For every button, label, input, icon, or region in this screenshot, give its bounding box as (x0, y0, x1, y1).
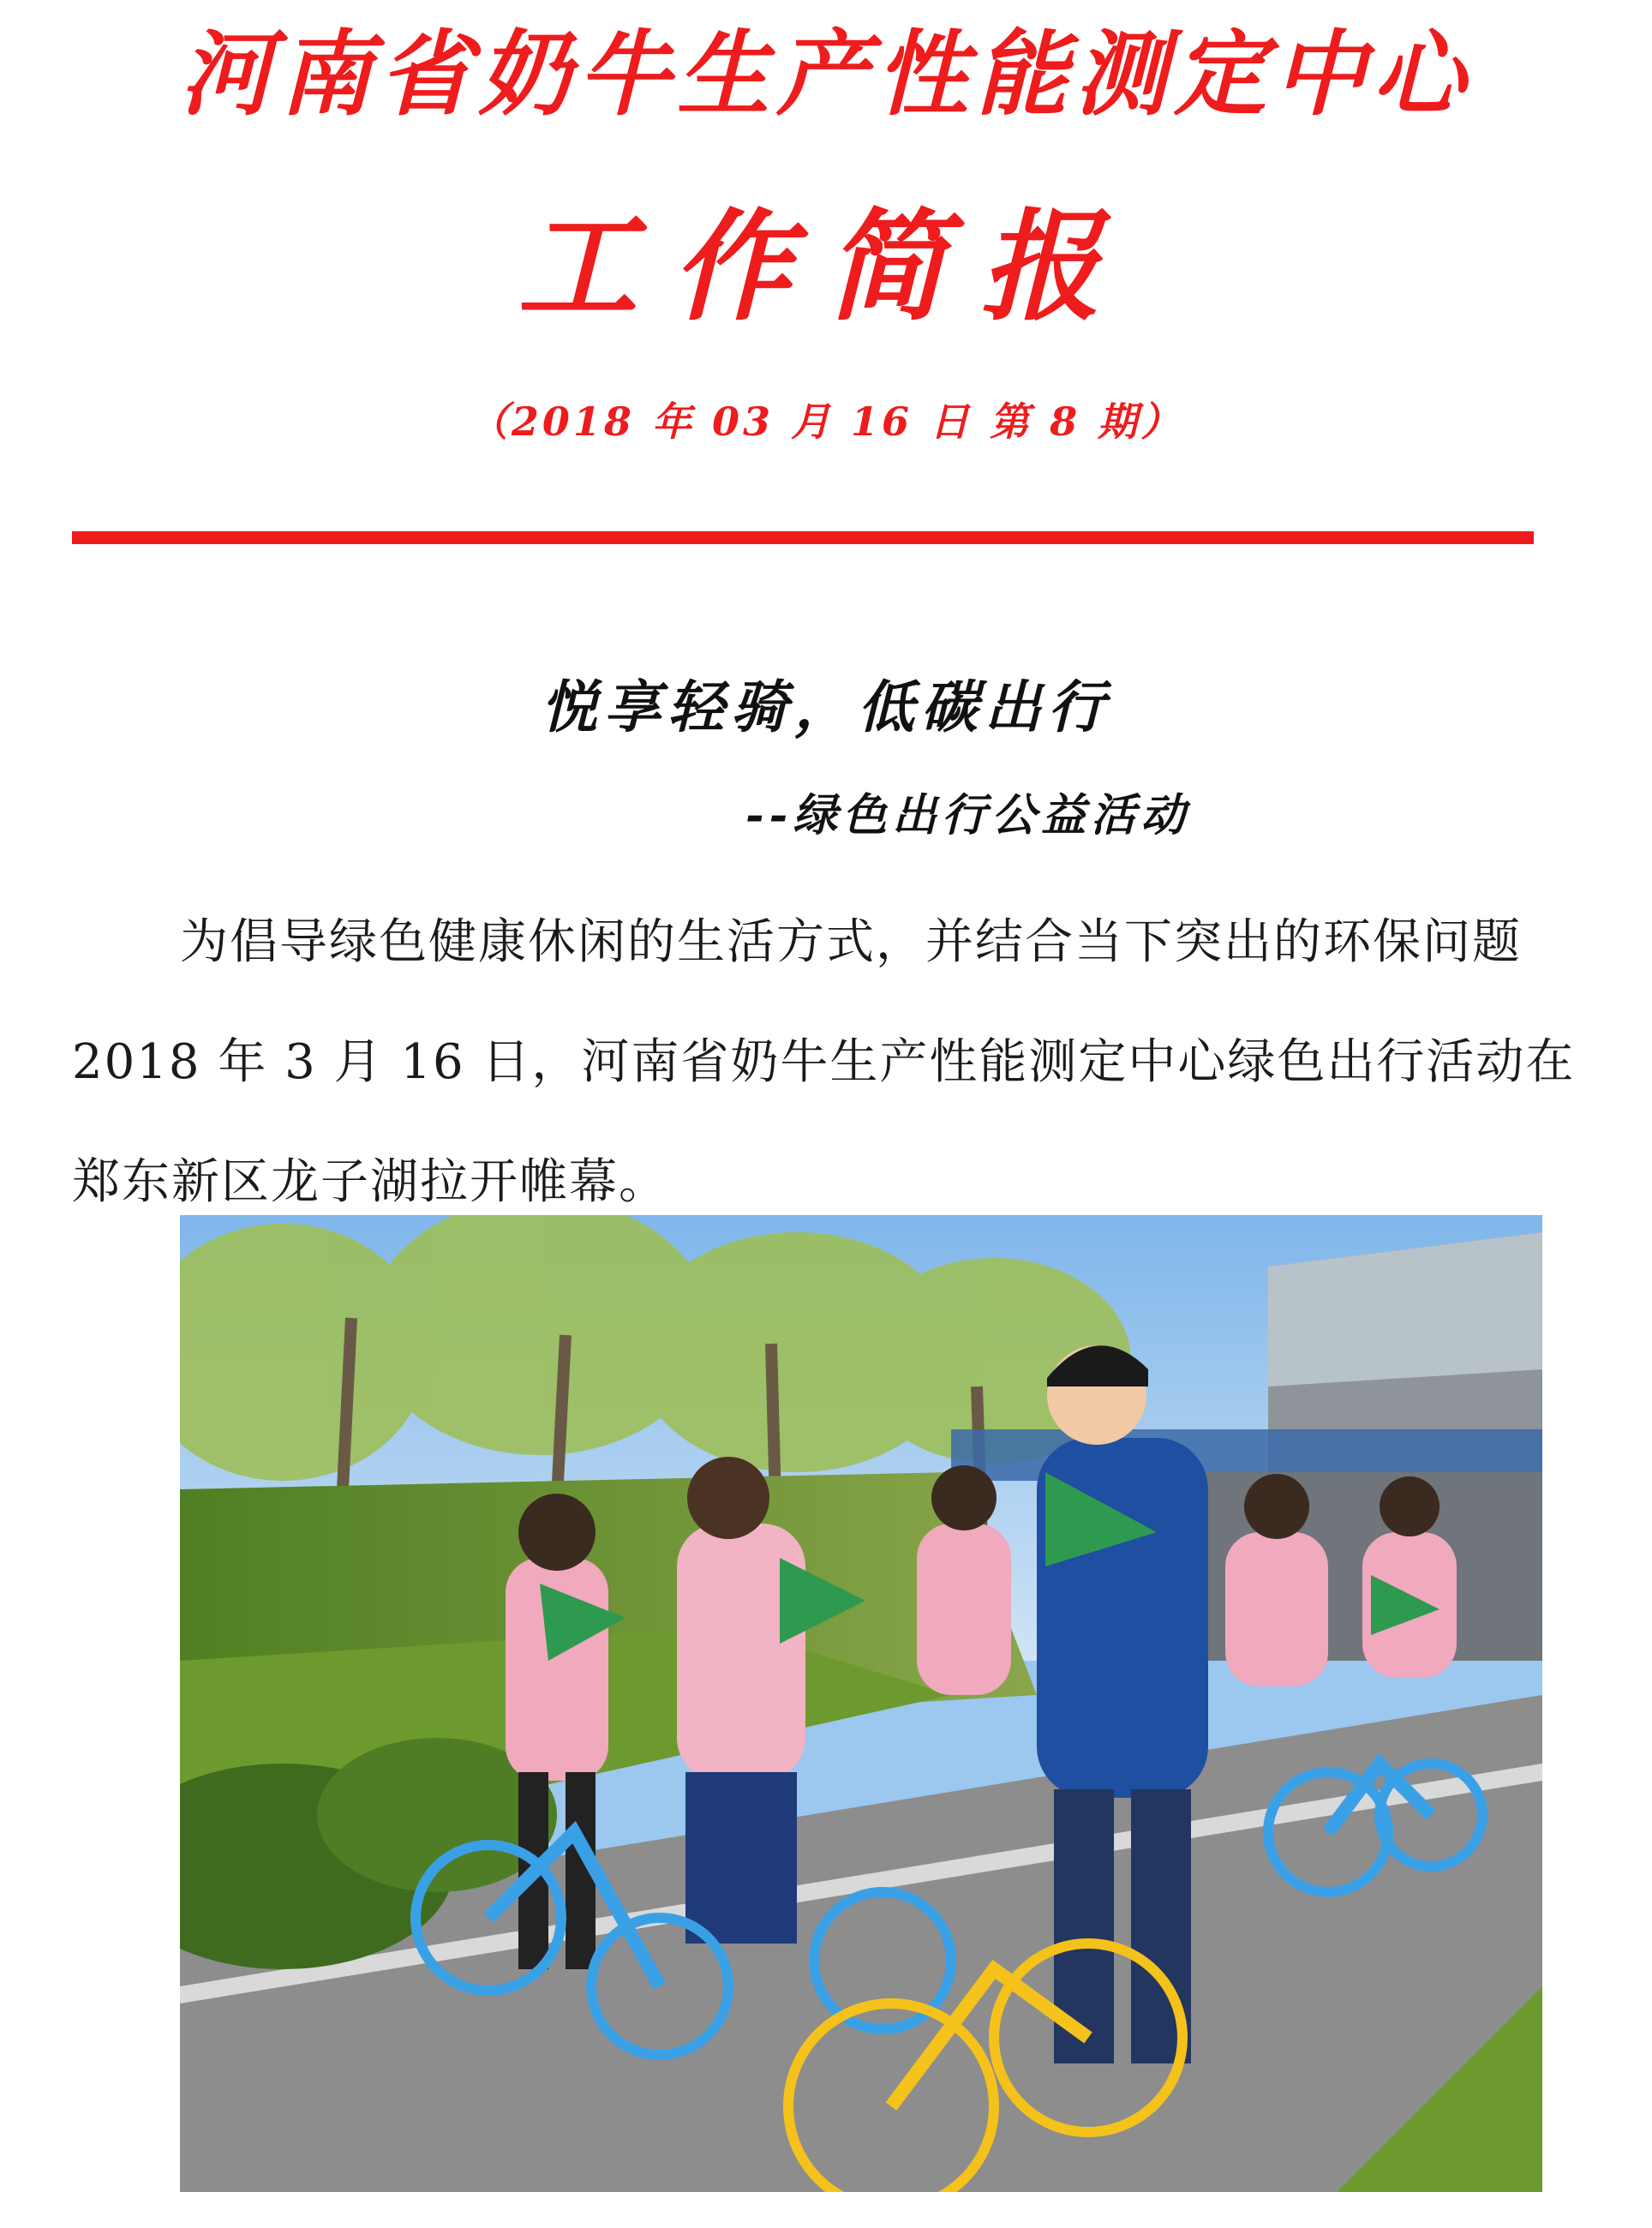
header-divider (72, 531, 1534, 544)
article-paragraph: 为倡导绿色健康休闲的生活方式，并结合当下突出的环保问题 2018 年 3 月 16 日，河南省奶牛生产性能测定中心绿色出行活动在郑东新区龙子湖拉开帷幕。 (72, 914, 1576, 1210)
event-photo-illustration (180, 1215, 1542, 2192)
issue-info: （2018 年 03 月 16 日 第 8 期） (468, 398, 1184, 445)
event-photo (180, 1215, 1542, 2192)
org-title: 河南省奶牛生产性能测定中心 (179, 21, 1472, 129)
article-title: 悦享轻骑，低碳出行 (541, 674, 1111, 740)
article-subtitle: --绿色出行公益活动 (745, 789, 1191, 841)
bulletin-title: 工作简报 (517, 197, 1134, 338)
